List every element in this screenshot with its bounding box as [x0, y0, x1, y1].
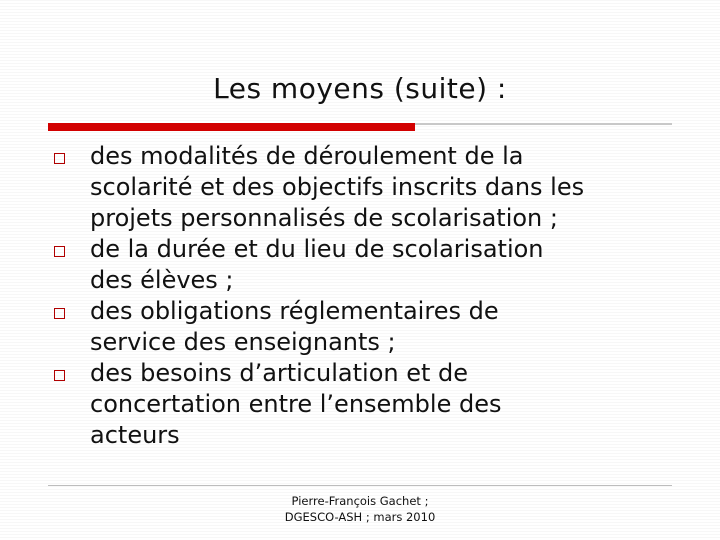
list-item: [54, 234, 684, 296]
list-item: [54, 296, 684, 358]
hollow-square-bullet-icon: [54, 370, 65, 381]
footer-divider: [48, 485, 672, 486]
hollow-square-bullet-icon: [54, 308, 65, 319]
bullet-list: [54, 141, 684, 451]
bullet-text: des modalités de déroulement de la scolarité et des objectifs inscrits dans les projets personnalisés de scolarisation ;: [90, 142, 585, 232]
slide-title: Les moyens (suite) :: [213, 72, 507, 105]
hollow-square-bullet-icon: [54, 246, 65, 257]
hollow-square-bullet-icon: [54, 153, 65, 164]
bullet-text: des obligations réglementaires de service des enseignants ;: [90, 297, 499, 356]
bullet-text: de la durée et du lieu de scolarisation des élèves ;: [90, 235, 544, 294]
slide-footer: Pierre-François Gachet ; DGESCO-ASH ; mars 2010: [284, 494, 436, 524]
bullet-text: des besoins d’articulation et de concertation entre l’ensemble des acteurs: [90, 359, 502, 449]
list-item: [54, 358, 684, 451]
list-item: [54, 141, 684, 234]
title-accent-bar: [48, 123, 415, 131]
